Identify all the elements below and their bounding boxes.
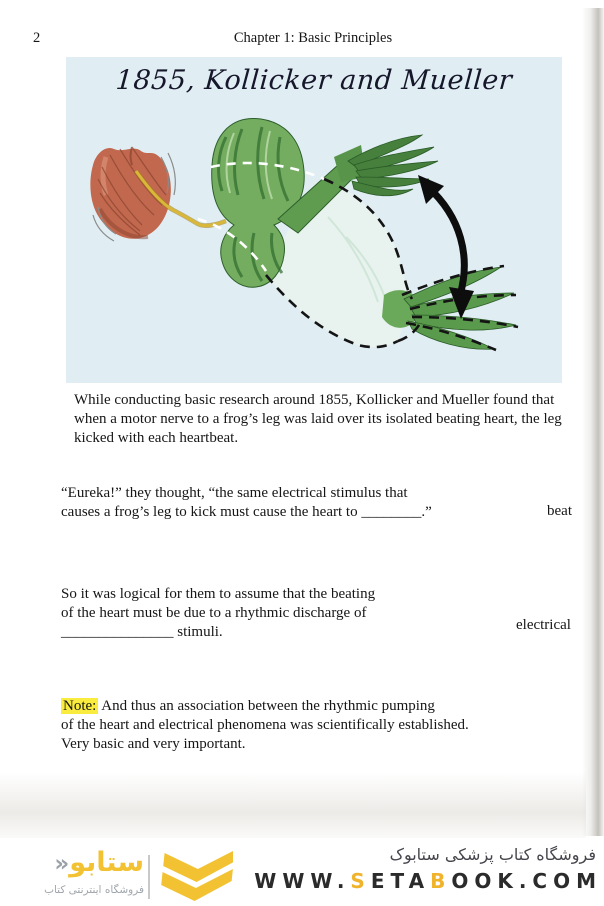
store-title: فروشگاه کتاب پزشکی ستابوک <box>389 845 596 864</box>
url-seg: OOK.COM <box>451 869 602 893</box>
brand-chevron-icon[interactable] <box>157 849 233 905</box>
paragraph-eureka <box>61 484 432 522</box>
scan-edge-shadow <box>582 8 604 836</box>
note-highlight: Note: <box>63 698 97 714</box>
url-seg-accent: S <box>350 869 371 893</box>
text-line: Very basic and very important. <box>61 736 246 752</box>
figure-title: 1855, Kollicker and Mueller <box>114 65 514 96</box>
setabook-logo[interactable] <box>14 845 144 881</box>
text-line: “Eureka!” they thought, “the same electrical stimulus that <box>61 485 408 501</box>
text-line <box>61 697 469 716</box>
logo-divider <box>148 855 150 899</box>
text-line: causes a frog’s leg to kick must cause the heart to ________.” <box>61 504 432 520</box>
figure-box <box>66 57 562 383</box>
frog-leg-heart-illustration <box>66 57 562 383</box>
url-seg: WWW. <box>254 869 351 893</box>
scan-bottom-shading <box>0 772 586 838</box>
margin-answer-electrical: electrical <box>516 617 571 633</box>
paragraph-note <box>61 697 469 754</box>
website-url[interactable] <box>254 869 602 893</box>
page-number: 2 <box>33 30 41 46</box>
brand-wordmark-text: ستابو <box>69 847 144 878</box>
margin-answer-beat: beat <box>547 503 572 519</box>
url-seg-accent: B <box>430 869 452 893</box>
text-line: of the heart must be due to a rhythmic discharge of <box>61 605 367 621</box>
beating-heart <box>90 147 175 241</box>
paragraph-research <box>74 391 562 448</box>
paragraph-logical <box>61 585 375 642</box>
text-line: when a motor nerve to a frog’s leg was laid over its isolated beating heart, the leg <box>74 411 562 427</box>
text-line: kicked with each heartbeat. <box>74 430 239 446</box>
text-line: _______________ stimuli. <box>61 624 223 640</box>
brand-angle-mark: « <box>54 851 70 877</box>
url-seg: ETA <box>370 869 431 893</box>
brand-caption: فروشگاه اینترنتی کتاب <box>44 884 144 896</box>
chapter-header: Chapter 1: Basic Principles <box>233 30 393 46</box>
text-line: While conducting basic research around 1855, Kollicker and Mueller found that <box>74 392 555 408</box>
text-line: of the heart and electrical phenomena was scientifically established. <box>61 717 469 733</box>
text-line: So it was logical for them to assume that the beating <box>61 586 376 602</box>
note-line1-rest: And thus an association between the rhythmic pumping <box>98 698 435 714</box>
